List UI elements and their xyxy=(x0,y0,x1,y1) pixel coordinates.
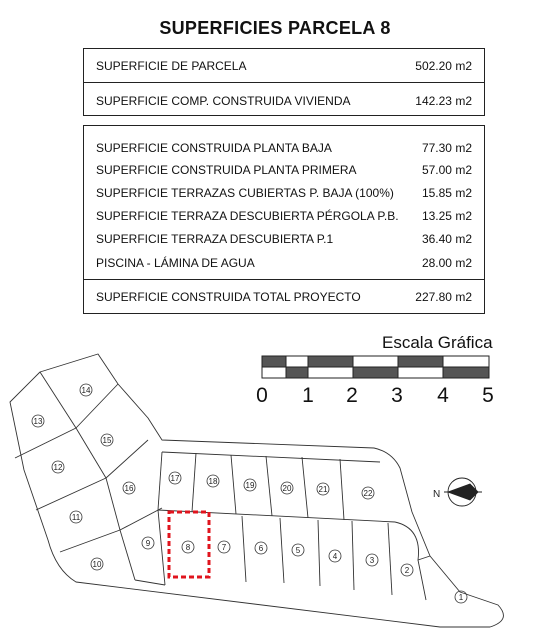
row-label: SUPERFICIE CONSTRUIDA PLANTA PRIMERA xyxy=(96,163,357,177)
scale-label: 0 xyxy=(256,384,268,407)
row-label: SUPERFICIE CONSTRUIDA TOTAL PROYECTO xyxy=(96,290,361,304)
scale-label: 1 xyxy=(302,384,314,407)
lot-number-21: 21 xyxy=(318,485,328,494)
row-value: 28.00 m2 xyxy=(421,256,472,270)
lot-number-1: 1 xyxy=(458,593,464,602)
scale-label: 2 xyxy=(346,384,358,407)
lot-number-5: 5 xyxy=(295,546,301,555)
lot-number-19: 19 xyxy=(245,481,255,490)
lot-number-8: 8 xyxy=(185,543,191,552)
row-value: 36.40 m2 xyxy=(421,232,472,246)
scale-title: Escala Gráfica xyxy=(382,333,493,352)
row-label: SUPERFICIE TERRAZA DESCUBIERTA PÉRGOLA P.B. xyxy=(96,209,399,223)
lot-number-12: 12 xyxy=(53,463,63,472)
lot-number-7: 7 xyxy=(221,543,227,552)
lot-number-16: 16 xyxy=(124,484,134,493)
lot-number-6: 6 xyxy=(258,544,264,553)
row-value: 77.30 m2 xyxy=(421,141,472,155)
row-label: SUPERFICIE TERRAZAS CUBIERTAS P. BAJA (100%) xyxy=(96,186,394,200)
scale-label: 4 xyxy=(437,384,449,407)
lot-number-15: 15 xyxy=(102,436,112,445)
lot-number-11: 11 xyxy=(71,513,81,522)
row-label: SUPERFICIE DE PARCELA xyxy=(96,59,247,73)
lot-number-20: 20 xyxy=(282,484,292,493)
row-label: SUPERFICIE CONSTRUIDA PLANTA BAJA xyxy=(96,141,332,155)
lot-labels xyxy=(32,384,467,603)
row-label: PISCINA - LÁMINA DE AGUA xyxy=(96,256,255,270)
north-arrow-icon xyxy=(444,478,482,506)
scale-label: 5 xyxy=(482,384,494,407)
row-value: 57.00 m2 xyxy=(421,163,472,177)
lot-number-14: 14 xyxy=(81,386,91,395)
row-value: 142.23 m2 xyxy=(415,94,472,108)
row-value: 13.25 m2 xyxy=(421,209,472,223)
lot-number-22: 22 xyxy=(363,489,373,498)
row-value: 15.85 m2 xyxy=(421,186,472,200)
lot-number-18: 18 xyxy=(208,477,218,486)
lot-number-13: 13 xyxy=(33,417,43,426)
lot-number-10: 10 xyxy=(92,560,102,569)
lot-number-2: 2 xyxy=(404,566,410,575)
row-label: SUPERFICIE TERRAZA DESCUBIERTA P.1 xyxy=(96,232,334,246)
north-label: N xyxy=(433,489,441,500)
row-value: 227.80 m2 xyxy=(415,290,472,304)
row-label: SUPERFICIE COMP. CONSTRUIDA VIVIENDA xyxy=(96,94,351,108)
lot-number-4: 4 xyxy=(332,552,338,561)
page-title: SUPERFICIES PARCELA 8 xyxy=(159,18,391,38)
lot-number-17: 17 xyxy=(170,474,180,483)
lot-number-9: 9 xyxy=(145,539,151,548)
lot-number-3: 3 xyxy=(369,556,375,565)
scale-label: 3 xyxy=(391,384,403,407)
row-value: 502.20 m2 xyxy=(415,59,472,73)
